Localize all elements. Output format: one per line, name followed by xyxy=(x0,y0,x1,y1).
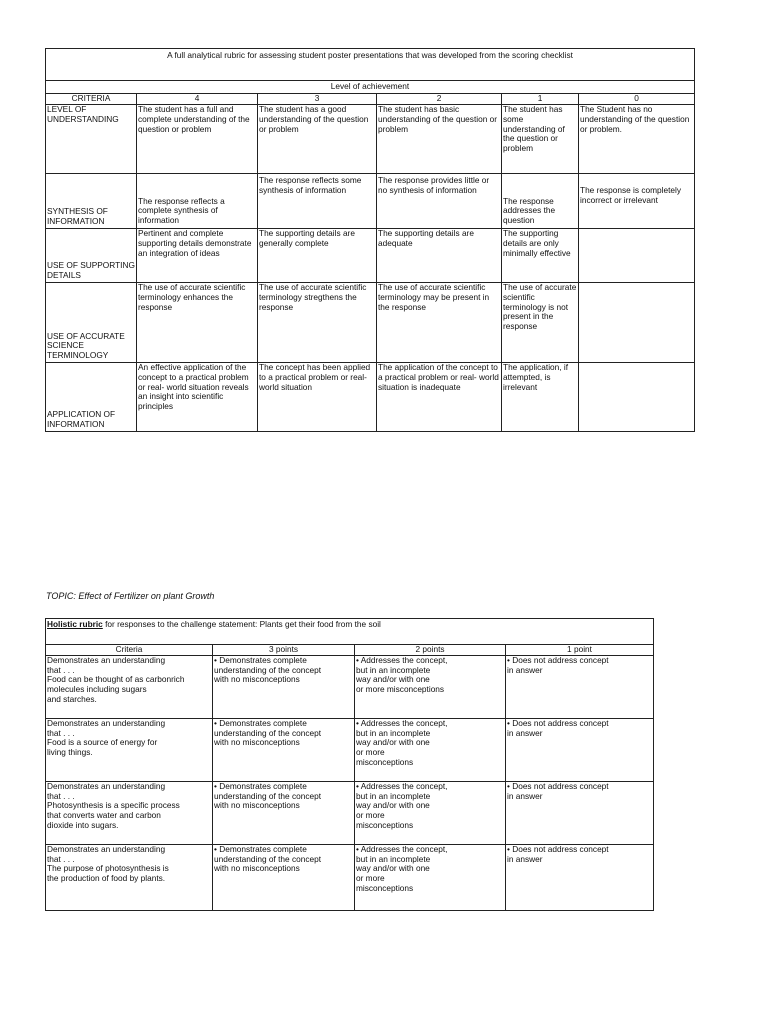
points-2-cell: • Addresses the concept, but in an incomplete way and/or with one or more misconceptions xyxy=(355,844,506,910)
column-header-3-points: 3 points xyxy=(213,645,355,656)
score-1-cell: The application, if attempted, is irrelevant xyxy=(502,363,579,432)
table-row xyxy=(46,105,695,174)
criteria-cell: Demonstrates an understanding that . . . Food can be thought of as carbonrich molecules including sugars and starches. xyxy=(46,655,213,718)
score-2-cell: The application of the concept to a practical problem or real- world situation is inadequate xyxy=(377,363,502,432)
table-row xyxy=(46,718,654,781)
score-0-cell xyxy=(579,229,695,283)
score-2-cell: The student has basic understanding of the question or problem xyxy=(377,105,502,174)
table-row xyxy=(46,363,695,432)
column-header-2-points: 2 points xyxy=(355,645,506,656)
column-header-1: 1 xyxy=(502,94,579,105)
points-1-cell: • Does not address concept in answer xyxy=(506,718,654,781)
score-4-cell: The response reflects a complete synthesis of information xyxy=(137,174,258,229)
table-row xyxy=(46,174,695,229)
table-row xyxy=(46,655,654,718)
column-header-criteria: Criteria xyxy=(46,645,213,656)
points-2-cell: • Addresses the concept, but in an incomplete way and/or with one or more misconceptions xyxy=(355,718,506,781)
score-2-cell: The use of accurate scientific terminology may be present in the response xyxy=(377,283,502,363)
column-header-3: 3 xyxy=(258,94,377,105)
score-3-cell: The use of accurate scientific terminology stregthens the response xyxy=(258,283,377,363)
column-header-2: 2 xyxy=(377,94,502,105)
score-1-cell: The supporting details are only minimally effective xyxy=(502,229,579,283)
criteria-cell: Demonstrates an understanding that . . . Photosynthesis is a specific process that converts water and carbon dioxide into sugars. xyxy=(46,781,213,844)
points-1-cell: • Does not address concept in answer xyxy=(506,844,654,910)
criteria-cell: SYNTHESIS OF INFORMATION xyxy=(46,174,137,229)
score-2-cell: The supporting details are adequate xyxy=(377,229,502,283)
score-4-cell: The use of accurate scientific terminology enhances the response xyxy=(137,283,258,363)
score-3-cell: The response reflects some synthesis of information xyxy=(258,174,377,229)
level-of-achievement-header: Level of achievement xyxy=(46,81,695,94)
score-4-cell: An effective application of the concept to a practical problem or real- world situation reveals an insight into scientific principles xyxy=(137,363,258,432)
score-0-cell: The Student has no understanding of the question or problem. xyxy=(579,105,695,174)
criteria-cell: Demonstrates an understanding that . . . Food is a source of energy for living things. xyxy=(46,718,213,781)
column-header-criteria: CRITERIA xyxy=(46,94,137,105)
holistic-rubric-label: Holistic rubric xyxy=(47,619,103,629)
score-3-cell: The supporting details are generally complete xyxy=(258,229,377,283)
holistic-rubric-table xyxy=(45,618,654,911)
points-1-cell: • Does not address concept in answer xyxy=(506,655,654,718)
score-1-cell: The student has some understanding of the question or problem xyxy=(502,105,579,174)
criteria-cell: APPLICATION OF INFORMATION xyxy=(46,363,137,432)
score-4-cell: Pertinent and complete supporting details demonstrate an integration of ideas xyxy=(137,229,258,283)
analytic-rubric-table xyxy=(45,48,695,432)
table-row xyxy=(46,283,695,363)
score-3-cell: The concept has been applied to a practical problem or real- world situation xyxy=(258,363,377,432)
column-header-1-point: 1 point xyxy=(506,645,654,656)
score-2-cell: The response provides little or no synthesis of information xyxy=(377,174,502,229)
points-2-cell: • Addresses the concept, but in an incomplete way and/or with one or more misconceptions xyxy=(355,781,506,844)
score-0-cell xyxy=(579,363,695,432)
score-1-cell: The response addresses the question xyxy=(502,174,579,229)
points-1-cell: • Does not address concept in answer xyxy=(506,781,654,844)
table-row xyxy=(46,781,654,844)
holistic-rubric-statement: for responses to the challenge statement: Plants get their food from the soil xyxy=(102,619,381,629)
points-3-cell: • Demonstrates complete understanding of the concept with no misconceptions xyxy=(213,718,355,781)
criteria-cell: USE OF SUPPORTING DETAILS xyxy=(46,229,137,283)
criteria-cell: LEVEL OF UNDERSTANDING xyxy=(46,105,137,174)
analytic-rubric-title: A full analytical rubric for assessing student poster presentations that was developed from the scoring checklist xyxy=(46,49,695,81)
points-3-cell: • Demonstrates complete understanding of the concept with no misconceptions xyxy=(213,844,355,910)
points-2-cell: • Addresses the concept, but in an incomplete way and/or with one or more misconceptions xyxy=(355,655,506,718)
criteria-cell: Demonstrates an understanding that . . . The purpose of photosynthesis is the production of food by plants. xyxy=(46,844,213,910)
points-3-cell: • Demonstrates complete understanding of the concept with no misconceptions xyxy=(213,655,355,718)
score-0-cell: The response is completely incorrect or irrelevant xyxy=(579,174,695,229)
criteria-cell: USE OF ACCURATE SCIENCE TERMINOLOGY xyxy=(46,283,137,363)
topic-heading: TOPIC: Effect of Fertilizer on plant Growth xyxy=(46,591,215,601)
table-row xyxy=(46,844,654,910)
score-0-cell xyxy=(579,283,695,363)
table-row xyxy=(46,229,695,283)
column-header-4: 4 xyxy=(137,94,258,105)
column-header-0: 0 xyxy=(579,94,695,105)
score-4-cell: The student has a full and complete understanding of the question or problem xyxy=(137,105,258,174)
score-3-cell: The student has a good understanding of the question or problem xyxy=(258,105,377,174)
points-3-cell: • Demonstrates complete understanding of the concept with no misconceptions xyxy=(213,781,355,844)
holistic-rubric-title xyxy=(46,619,654,645)
score-1-cell: The use of accurate scientific terminology is not present in the response xyxy=(502,283,579,363)
